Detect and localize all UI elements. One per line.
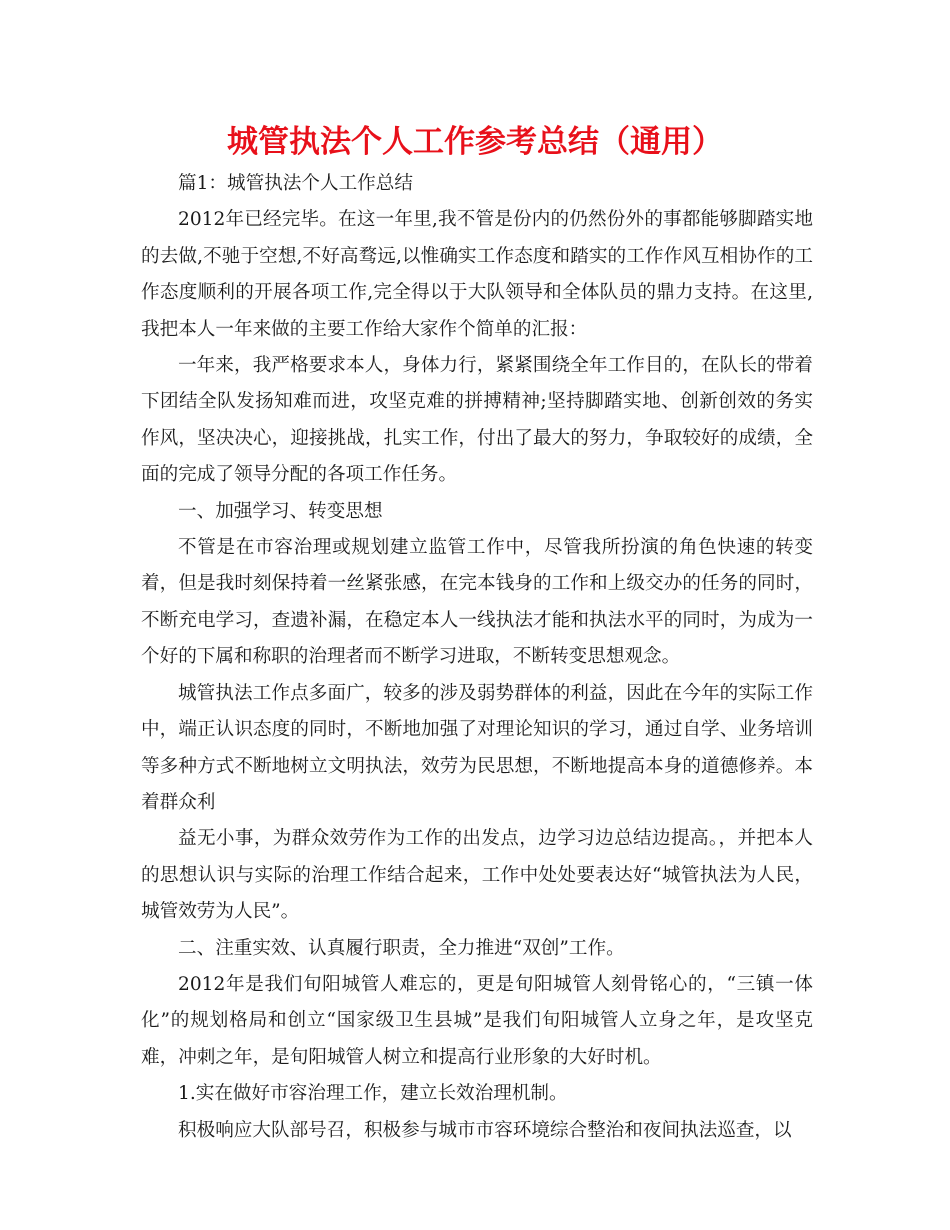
body-paragraph: 2012年已经完毕。在这一年里,我不管是份内的仍然份外的事都能够脚踏实地的去做,不驰于空想,不好高骛远,以惟确实工作态度和踏实的工作作风互相协作的工作态度顺利的开展各项工作,完全得以于大队领导和全体队员的鼎力支持。在这里,我把本人一年来做的主要工作给大家作个简单的汇报： xyxy=(141,209,813,340)
document-title: 城管执法个人工作参考总结（通用） xyxy=(227,124,723,160)
body-paragraph: 积极响应大队部号召，积极参与城市市容环境综合整治和夜间执法巡查，以 xyxy=(178,1119,792,1141)
section-heading: 二、注重实效、认真履行职责，全力推进“双创”工作。 xyxy=(178,937,625,959)
document-body xyxy=(141,166,813,1149)
body-paragraph: 城管执法工作点多面广，较多的涉及弱势群体的利益，因此在今年的实际工作中，端正认识态度的同时，不断地加强了对理论知识的学习，通过自学、业务培训等多种方式不断地树立文明执法，效劳为民思想，不断地提高本身的道德修养。本着群众利 xyxy=(141,682,813,813)
subsection-heading: 1.实在做好市容治理工作，建立长效治理机制。 xyxy=(178,1083,568,1105)
body-paragraph: 益无小事，为群众效劳作为工作的出发点，边学习边总结边提高。，并把本人的思想认识与实际的治理工作结合起来，工作中处处要表达好“城管执法为人民，城管效劳为人民”。 xyxy=(141,828,813,923)
section-heading: 一、加强学习、转变思想 xyxy=(178,500,383,522)
section-heading: 篇1：城管执法个人工作总结 xyxy=(178,173,413,194)
body-paragraph: 2012年是我们旬阳城管人难忘的，更是旬阳城管人刻骨铭心的，“三镇一体化”的规划格局和创立“国家级卫生县城”是我们旬阳城管人立身之年，是攻坚克难，冲刺之年，是旬阳城管人树立和提高行业形象的大好时机。 xyxy=(141,973,813,1068)
body-paragraph: 一年来，我严格要求本人，身体力行，紧紧围绕全年工作目的，在队长的带着下团结全队发扬知难而进，攻坚克难的拼搏精神;坚持脚踏实地、创新创效的务实作风，坚决决心，迎接挑战，扎实工作，付出了最大的努力，争取较好的成绩，全面的完成了领导分配的各项工作任务。 xyxy=(141,355,813,486)
body-paragraph: 不管是在市容治理或规划建立监管工作中，尽管我所扮演的角色快速的转变着，但是我时刻保持着一丝紧张感，在完本钱身的工作和上级交办的任务的同时，不断充电学习，查遗补漏，在稳定本人一线执法才能和执法水平的同时，为成为一个好的下属和称职的治理者而不断学习进取，不断转变思想观念。 xyxy=(141,537,813,668)
